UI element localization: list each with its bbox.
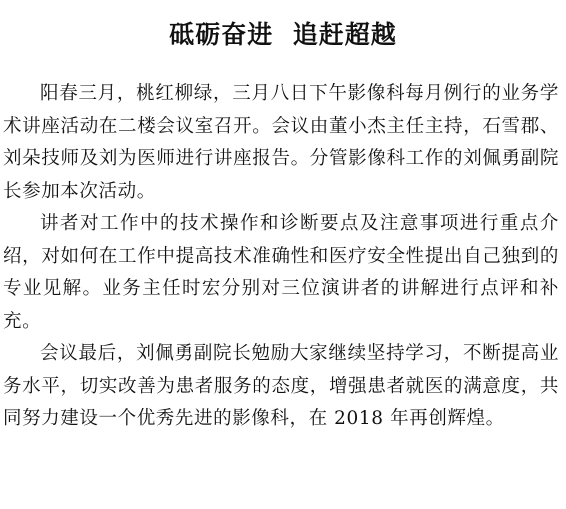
article-title: 砥砺奋进 追赶超越 xyxy=(169,20,397,49)
article-paragraph: 会议最后，刘佩勇副院长勉励大家继续坚持学习，不断提高业务水平，切实改善为患者服务的态度，增强患者就医的满意度，共同努力建设一个优秀先进的影像科，在 2018 年再创辉煌。 xyxy=(3,343,559,429)
article-body xyxy=(3,78,559,436)
article-paragraph: 阳春三月，桃红柳绿，三月八日下午影像科每月例行的业务学术讲座活动在二楼会议室召开。会议由董小杰主任主持，石雪郡、刘朵技师及刘为医师进行讲座报告。分管影像科工作的刘佩勇副院长参加本次活动。 xyxy=(3,83,559,202)
article-paragraph: 讲者对工作中的技术操作和诊断要点及注意事项进行重点介绍，对如何在工作中提高技术准确性和医疗安全性提出自己独到的专业见解。业务主任时宏分别对三位演讲者的讲解进行点评和补充。 xyxy=(3,213,559,332)
